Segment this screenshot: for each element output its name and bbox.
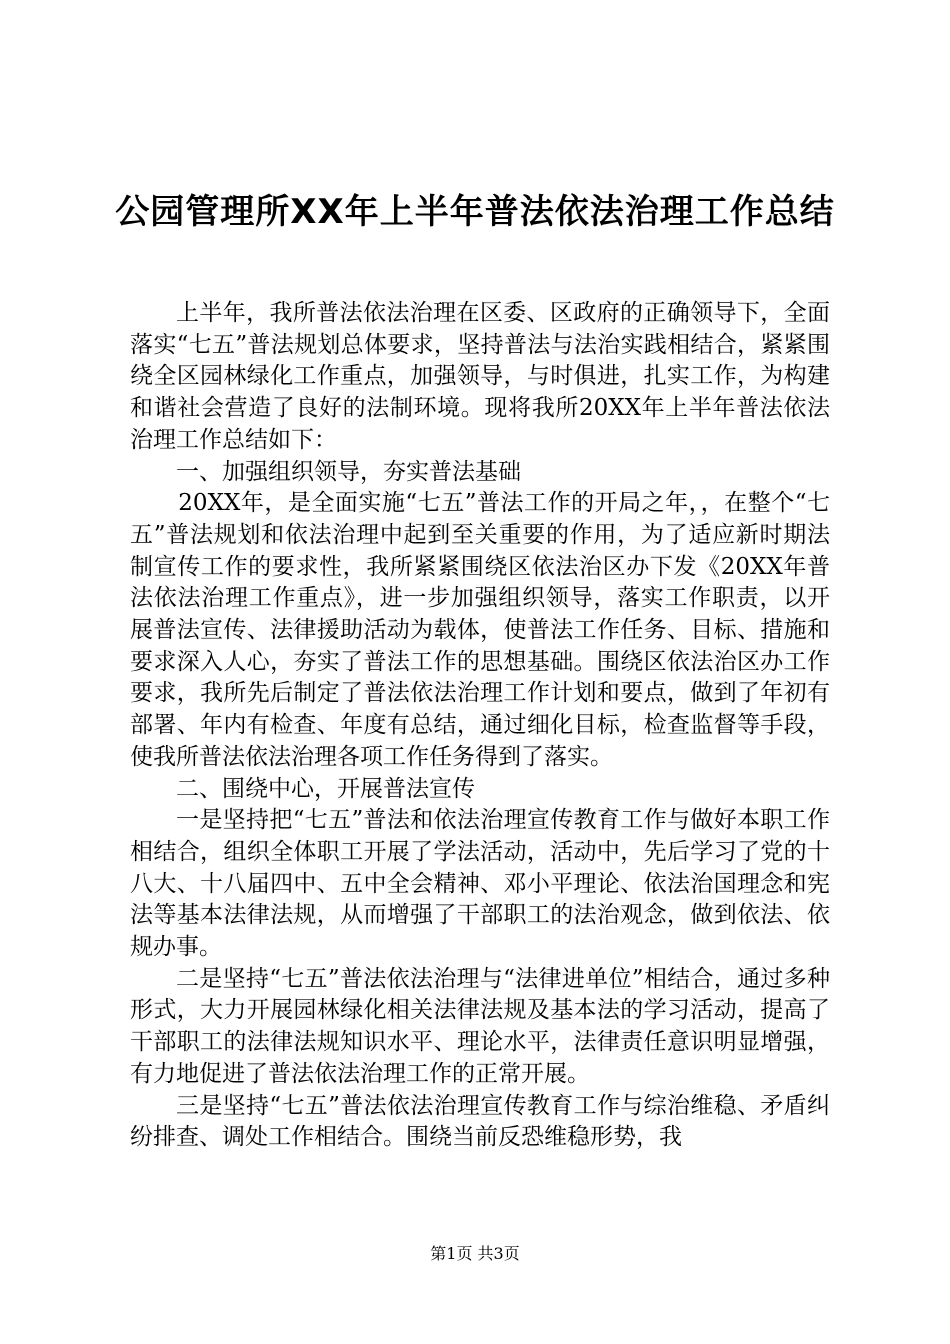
page-number-footer: 第1页 共3页 (430, 1244, 520, 1263)
paragraph-point-3: 三是坚持“七五”普法依法治理宣传教育工作与综治维稳、矛盾纠纷排查、调处工作相结合。围绕当前反恐维稳形势，我 (130, 1092, 830, 1151)
document-body (130, 298, 830, 1154)
section-heading-1: 一、加强组织领导，夯实普法基础 (176, 458, 521, 485)
paragraph-intro: 上半年，我所普法依法治理在区委、区政府的正确领导下，全面落实“七五”普法规划总体要求，坚持普法与法治实践相结合，紧紧围绕全区园林绿化工作重点，加强领导，与时俱进，扎实工作，为构建和谐社会营造了良好的法制环境。现将我所20XX年上半年普法依法治理工作总结如下： (130, 300, 830, 453)
section-heading-2: 二、围绕中心，开展普法宣传 (176, 775, 475, 802)
paragraph-point-2: 二是坚持“七五”普法依法治理与“法律进单位”相结合，通过多种形式，大力开展园林绿化相关法律法规及基本法的学习活动，提高了干部职工的法律法规知识水平、理论水平，法律责任意识明显增强，有力地促进了普法依法治理工作的正常开展。 (130, 965, 830, 1087)
paragraph-section-1: 20XX年，是全面实施“七五”普法工作的开局之年，，在整个“七五”普法规划和依法治理中起到至关重要的作用，为了适应新时期法制宣传工作的要求性，我所紧紧围绕区依法治区办下发《20XX年普法依法治理工作重点》，进一步加强组织领导，落实工作职责，以开展普法宣传、法律援助活动为载体，使普法工作任务、目标、措施和要求深入人心，夯实了普法工作的思想基础。围绕区依法治区办工作要求，我所先后制定了普法依法治理工作计划和要点，做到了年初有部署、年内有检查、年度有总结，通过细化目标，检查监督等手段，使我所普法依法治理各项工作任务得到了落实。 (130, 490, 830, 770)
paragraph-point-1: 一是坚持把“七五”普法和依法治理宣传教育工作与做好本职工作相结合，组织全体职工开展了学法活动，活动中，先后学习了党的十八大、十八届四中、五中全会精神、邓小平理论、依法治国理念和宪法等基本法律法规，从而增强了干部职工的法治观念，做到依法、依规办事。 (130, 807, 830, 961)
document-title: 公园管理所XX年上半年普法依法治理工作总结 (115, 191, 835, 232)
